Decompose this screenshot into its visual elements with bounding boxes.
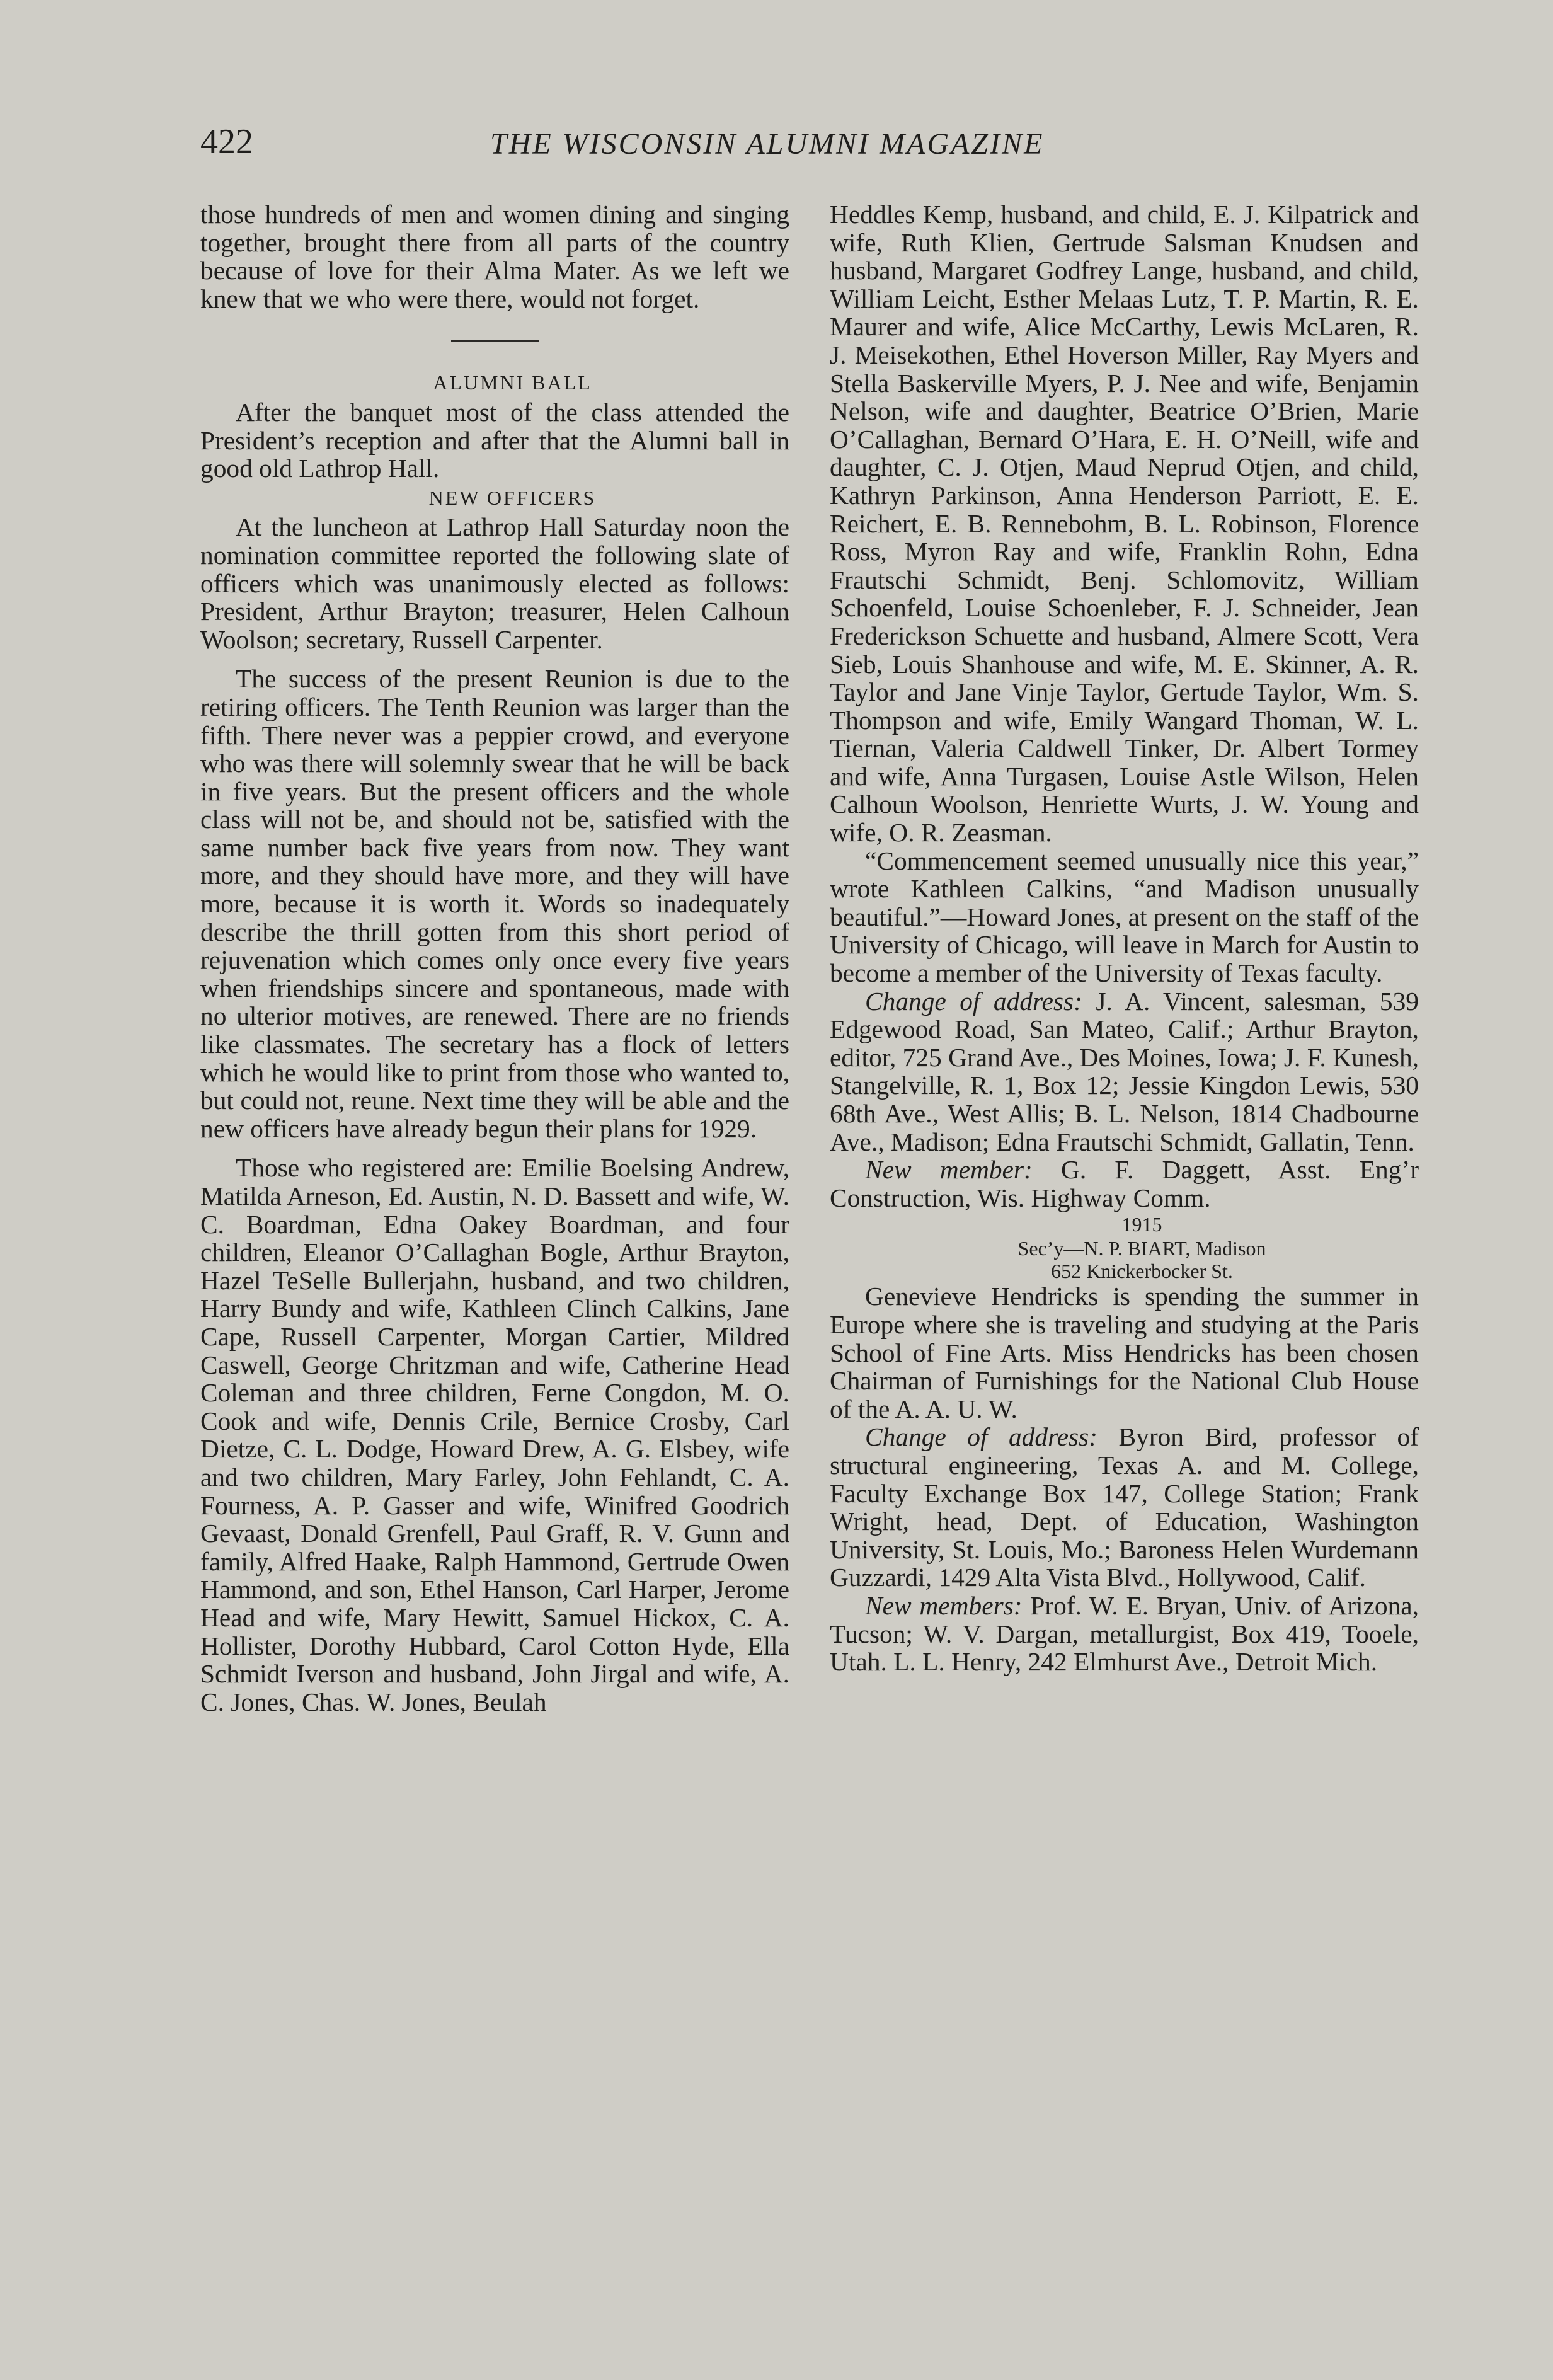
- section-divider: [451, 340, 539, 342]
- paragraph-commencement: “Commencement seemed unusually nice this year,” wrote Kathleen Calkins, “and Madison unusually beautiful.”—Howard Jones, at present on the staff of the University of Chicago, will leave in March for Austin to become a member of the University of Texas faculty.: [830, 846, 1419, 988]
- page-header: [200, 120, 1416, 170]
- paragraph-dining: those hundreds of men and women dining and singing together, brought there from all parts of the country because of love for their Alma Mater. As we left we knew that we who were there, would not forget.: [200, 200, 789, 313]
- paragraph-new-officers: At the luncheon at Lathrop Hall Saturday noon the nomination committee reported the following slate of officers which was unanimously elected as follows: President, Arthur Brayton; treasurer, Helen Calhoun Woolson; secretary, Russell Carpenter.: [200, 512, 789, 654]
- paragraph-alumni-ball: After the banquet most of the class attended the President’s reception and after that the Alumni ball in good old Lathrop Hall.: [200, 397, 789, 483]
- left-column: [200, 200, 789, 1716]
- paragraph-new-members-1915: New members: Prof. W. E. Bryan, Univ. of Arizona, Tucson; W. V. Dargan, metallurgist, Box 419, Tooele, Utah. L. L. Henry, 242 Elmhurst Ave., Detroit Mich.: [830, 1590, 1419, 1677]
- paragraph-registered-list: Those who registered are: Emilie Boelsing Andrew, Matilda Arneson, Ed. Austin, N. D. Bassett and wife, W. C. Boardman, Edna Oakey Boardman, and four children, Eleanor O’Callaghan Bogle, Arthur Brayton, Hazel TeSelle Bullerjahn, husband, and two children, Harry Bundy and wife, Kathleen Clinch Calkins, Jane Cape, Russell Carpenter, Morgan Cartier, Mildred Caswell, George Chritzman and wife, Catherine Head Coleman and three children, Ferne Congdon, M. O. Cook and wife, Dennis Crile, Bernice Crosby, Carl Dietze, C. L. Dodge, Howard Drew, A. G. Elsbey, wife and two children, Mary Farley, John Fehlandt, C. A. Fourness, A. P. Gasser and wife, Winifred Goodrich Gevaast, Donald Grenfell, Paul Graff, R. V. Gunn and family, Alfred Haake, Ralph Hammond, Gertrude Owen Hammond, and son, Ethel Hanson, Carl Harper, Jerome Head and wife, Mary Hewitt, Samuel Hickox, C. A. Hollister, Dorothy Hubbard, Carol Cotton Hyde, Ella Schmidt Iverson and husband, John Jirgal and wife, A. C. Jones, Chas. W. Jones, Beulah: [200, 1153, 789, 1716]
- new-members-label: New members:: [865, 1590, 1023, 1620]
- paragraph-registered-list-continued: Heddles Kemp, husband, and child, E. J. Kilpatrick and wife, Ruth Klien, Gertrude Salsman Knudsen and husband, Margaret Godfrey Lange, husband, and child, William Leicht, Esther Melaas Lutz, T. P. Martin, R. E. Maurer and wife, Alice McCarthy, Lewis McLaren, R. J. Meisekothen, Ethel Hoverson Miller, Ray Myers and Stella Baskerville Myers, P. J. Nee and wife, Benjamin Nelson, wife and daughter, Beatrice O’Brien, Marie O’Callaghan, Bernard O’Hara, E. H. O’Neill, wife and daughter, C. J. Otjen, Maud Neprud Otjen, and child, Kathryn Parkinson, Anna Henderson Parriott, E. E. Reichert, E. B. Rennebohm, B. L. Robinson, Florence Ross, Myron Ray and wife, Franklin Rohn, Edna Frautschi Schmidt, Benj. Schlomovitz, William Schoenfeld, Louise Schoenleber, F. J. Schneider, Jean Frederickson Schuette and husband, Almere Scott, Vera Sieb, Louis Shanhouse and wife, M. E. Skinner, A. R. Taylor and Jane Vinje Taylor, Gertude Taylor, Wm. S. Thompson and wife, Emily Wangard Thoman, W. L. Tiernan, Valeria Caldwell Tinker, Dr. Albert Tormey and wife, Anna Turgasen, Louise Astle Wilson, Helen Calhoun Woolson, Henriette Wurts, J. W. Young and wife, O. R. Zeasman.: [830, 200, 1419, 848]
- change-of-address-label: Change of address:: [865, 1422, 1098, 1452]
- heading-alumni-ball: ALUMNI BALL: [433, 371, 592, 394]
- page-number: 422: [200, 122, 253, 161]
- paragraph-change-of-address-1915: Change of address: Byron Bird, professor of structural engineering, Texas A. and M. College, Faculty Exchange Box 147, College Station; Frank Wright, head, Dept. of Education, Washington University, St. Louis, Mo.; Baroness Helen Wurdemann Guzzardi, 1429 Alta Vista Blvd., Hollywood, Calif.: [830, 1422, 1419, 1592]
- paragraph-change-of-address-1910: Change of address: J. A. Vincent, salesman, 539 Edgewood Road, San Mateo, Calif.; Arthur Brayton, editor, 725 Grand Ave., Des Moines, Iowa; J. F. Kunesh, Stangelville, R. 1, Box 12; Jessie Kingdon Lewis, 530 68th Ave., West Allis; B. L. Nelson, 1814 Chadbourne Ave., Madison; Edna Frautschi Schmidt, Gallatin, Tenn.: [830, 986, 1419, 1156]
- heading-new-officers: NEW OFFICERS: [428, 486, 597, 509]
- new-member-label: New member:: [865, 1155, 1033, 1185]
- class-year-heading: 1915: [1121, 1213, 1162, 1236]
- secretary-line: Sec’y—N. P. BIART, Madison: [1017, 1237, 1266, 1260]
- paragraph-reunion-success: The success of the present Reunion is due to the retiring officers. The Tenth Reunion was larger than the fifth. There never was a peppier crowd, and everyone who was there will solemnly swear that he will be back in five years. But the present officers and the whole class will not be, and should not be, satisfied with the same number back five years from now. They want more, and they should have more, and they will have more, because it is worth it. Words so inadequately describe the thrill gotten from this short period of rejuvenation which comes only once every five years when friendships sincere and spontaneous, made with no ulterior motives, are renewed. There are no friends like classmates. The secretary has a flock of letters which he would like to print from those who wanted to, but could not, reune. Next time they will be able and the new officers have already begun their plans for 1929.: [200, 664, 789, 1143]
- change-of-address-label: Change of address:: [865, 986, 1082, 1016]
- magazine-title: THE WISCONSIN ALUMNI MAGAZINE: [490, 127, 1045, 161]
- paragraph-new-member-1910: New member: G. F. Daggett, Asst. Eng’r Construction, Wis. Highway Comm.: [830, 1155, 1419, 1212]
- paragraph-hendricks: Genevieve Hendricks is spending the summer in Europe where she is traveling and studying at the Paris School of Fine Arts. Miss Hendricks has been chosen Chairman of Furnishings for the National Club House of the A. A. U. W.: [830, 1282, 1419, 1423]
- right-column: [830, 200, 1419, 1676]
- secretary-address-line: 652 Knickerbocker St.: [1051, 1260, 1233, 1283]
